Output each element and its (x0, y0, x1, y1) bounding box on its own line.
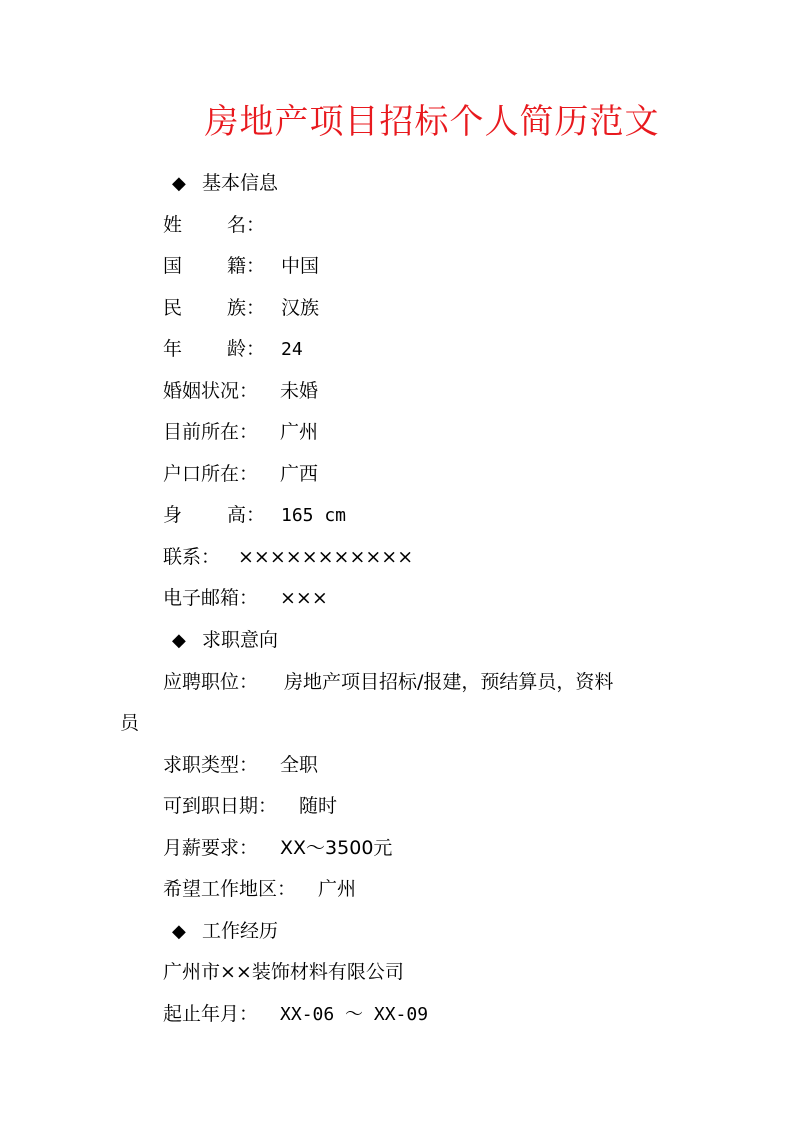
diamond-bullet-icon: ◆ (172, 173, 186, 194)
field-label-char: 国 (163, 255, 183, 277)
field-nationality (163, 253, 319, 279)
field-label-char: 年 (163, 338, 183, 360)
field-label-char: 身 (163, 504, 183, 526)
field-value: 未婚 (280, 380, 319, 402)
field-label: 目前所在： (163, 421, 259, 443)
field-salary (163, 835, 392, 861)
field-label-char: 姓 (163, 214, 183, 236)
field-value: ××× (280, 587, 328, 609)
field-label-char: 高： (227, 504, 266, 526)
section-heading: 基本信息 (202, 172, 279, 194)
field-height (163, 502, 346, 529)
field-value: 随时 (299, 795, 338, 817)
field-age (163, 336, 303, 363)
field-value: 房地产项目招标/报建，预结算员，资料 (284, 671, 614, 693)
field-value: 广西 (280, 463, 319, 485)
field-work-period (163, 1001, 428, 1028)
field-label: 联系： (163, 546, 221, 568)
field-value: 165 cm (281, 505, 347, 526)
field-ethnicity (163, 295, 319, 321)
field-label: 月薪要求： (163, 837, 259, 859)
field-current-location (163, 419, 318, 445)
field-name (163, 212, 266, 238)
field-value: 中国 (281, 255, 320, 277)
page-title: 房地产项目招标个人简历范文 (204, 102, 660, 142)
field-label-char: 族： (227, 297, 266, 319)
field-label: 求职类型： (163, 754, 259, 776)
field-value: 汉族 (281, 297, 320, 319)
field-start-date (163, 793, 337, 819)
field-position (163, 669, 613, 695)
field-value: XX-06 ～ XX-09 (280, 1004, 429, 1025)
section-heading: 工作经历 (202, 920, 279, 942)
field-label-char: 龄： (227, 338, 266, 360)
field-contact (163, 544, 413, 570)
field-label-char: 籍： (227, 255, 266, 277)
field-label: 希望工作地区： (163, 878, 297, 900)
field-job-type (163, 752, 318, 778)
field-label: 应聘职位： (163, 671, 259, 693)
field-value: ××××××××××× (238, 546, 414, 568)
field-label-char: 民 (163, 297, 183, 319)
field-value: 24 (281, 339, 303, 360)
work-company (163, 959, 404, 985)
field-value: XX～3500元 (280, 837, 393, 859)
field-label: 起止年月： (163, 1003, 259, 1025)
diamond-bullet-icon: ◆ (172, 630, 186, 651)
section-heading: 求职意向 (202, 629, 279, 651)
field-email (163, 585, 328, 611)
company-name: 广州市××装饰材料有限公司 (163, 961, 404, 983)
field-value: 员 (120, 712, 140, 734)
field-label-char: 名： (227, 214, 266, 236)
section-work-history (172, 918, 278, 945)
diamond-bullet-icon: ◆ (172, 921, 186, 942)
section-basic-info (172, 170, 278, 197)
field-label: 电子邮箱： (163, 587, 259, 609)
field-value: 全职 (280, 754, 319, 776)
field-label: 可到职日期： (163, 795, 278, 817)
field-hukou (163, 461, 318, 487)
field-desired-location (163, 876, 356, 902)
field-label: 婚姻状况： (163, 380, 259, 402)
field-label: 户口所在： (163, 463, 259, 485)
field-position-wrap (120, 710, 139, 736)
field-value: 广州 (318, 878, 357, 900)
section-job-intent (172, 627, 278, 654)
field-value: 广州 (280, 421, 319, 443)
field-marital-status (163, 378, 318, 404)
